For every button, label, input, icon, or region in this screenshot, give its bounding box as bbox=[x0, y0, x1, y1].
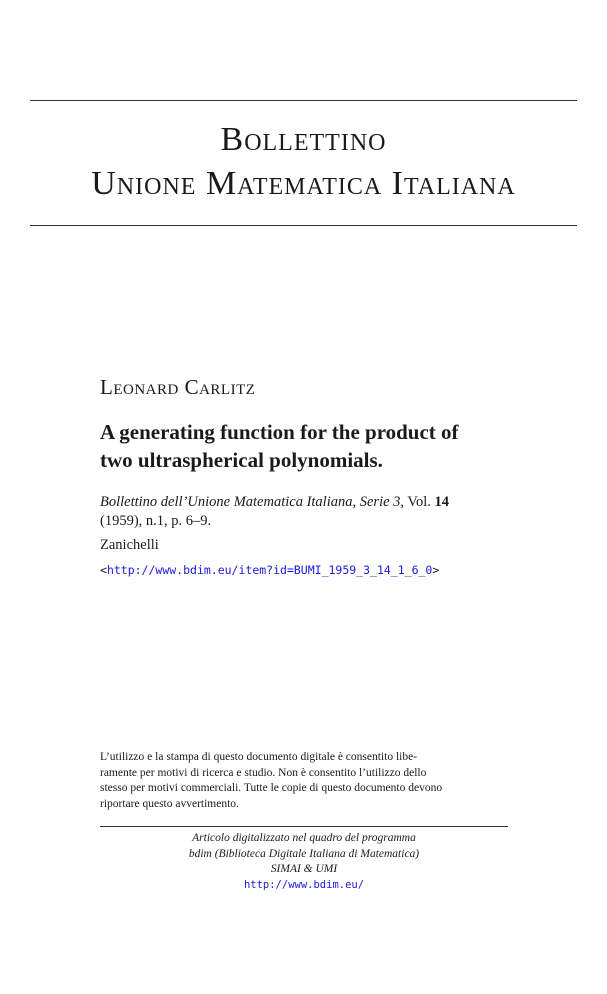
notice-line: riportare questo avvertimento. bbox=[100, 797, 239, 810]
top-rule bbox=[30, 100, 577, 101]
article-title bbox=[100, 418, 520, 474]
footer bbox=[100, 831, 508, 893]
citation-vol-label: , Vol. bbox=[400, 494, 431, 510]
article-url-link[interactable]: http://www.bdim.eu/item?id=BUMI_1959_3_14_1_6_0 bbox=[106, 563, 433, 577]
notice-line: stesso per motivi commerciali. Tutte le copie di questo documento devono bbox=[100, 782, 443, 794]
citation bbox=[100, 493, 510, 531]
notice-line: L’utilizzo e la stampa di questo documento digitale è consentito libe- bbox=[100, 751, 418, 763]
url-close-bracket: > bbox=[432, 563, 440, 577]
footer-line: bdim (Biblioteca Digitale Italiana di Matematica) bbox=[188, 847, 420, 860]
footer-line: SIMAI & UMI bbox=[270, 863, 338, 875]
article-title-line2: two ultraspherical polynomials. bbox=[100, 448, 383, 472]
citation-volume: 14 bbox=[434, 494, 450, 510]
journal-title-line1: Bollettino bbox=[220, 121, 387, 158]
footer-rule bbox=[100, 826, 508, 827]
citation-journal: Bollettino dell’Unione Matematica Italiana, Serie 3 bbox=[100, 494, 401, 510]
header-bottom-rule bbox=[30, 225, 577, 226]
footer-url-link[interactable]: http://www.bdim.eu/ bbox=[243, 878, 365, 891]
journal-title-line2: Unione Matematica Italiana bbox=[91, 165, 516, 202]
article-author: Leonard Carlitz bbox=[100, 375, 256, 399]
copyright-notice bbox=[100, 750, 508, 812]
notice-line: ramente per motivi di ricerca e studio. Non è consentito l’utilizzo dello bbox=[100, 766, 427, 779]
article-title-line1: A generating function for the product of bbox=[100, 420, 459, 444]
footer-line: Articolo digitalizzato nel quadro del programma bbox=[192, 832, 416, 844]
publisher: Zanichelli bbox=[100, 537, 159, 553]
url-open-bracket: < bbox=[100, 563, 107, 577]
article-url-line bbox=[100, 563, 439, 577]
citation-details: (1959), n.1, p. 6–9. bbox=[100, 513, 212, 529]
journal-title bbox=[0, 118, 607, 206]
